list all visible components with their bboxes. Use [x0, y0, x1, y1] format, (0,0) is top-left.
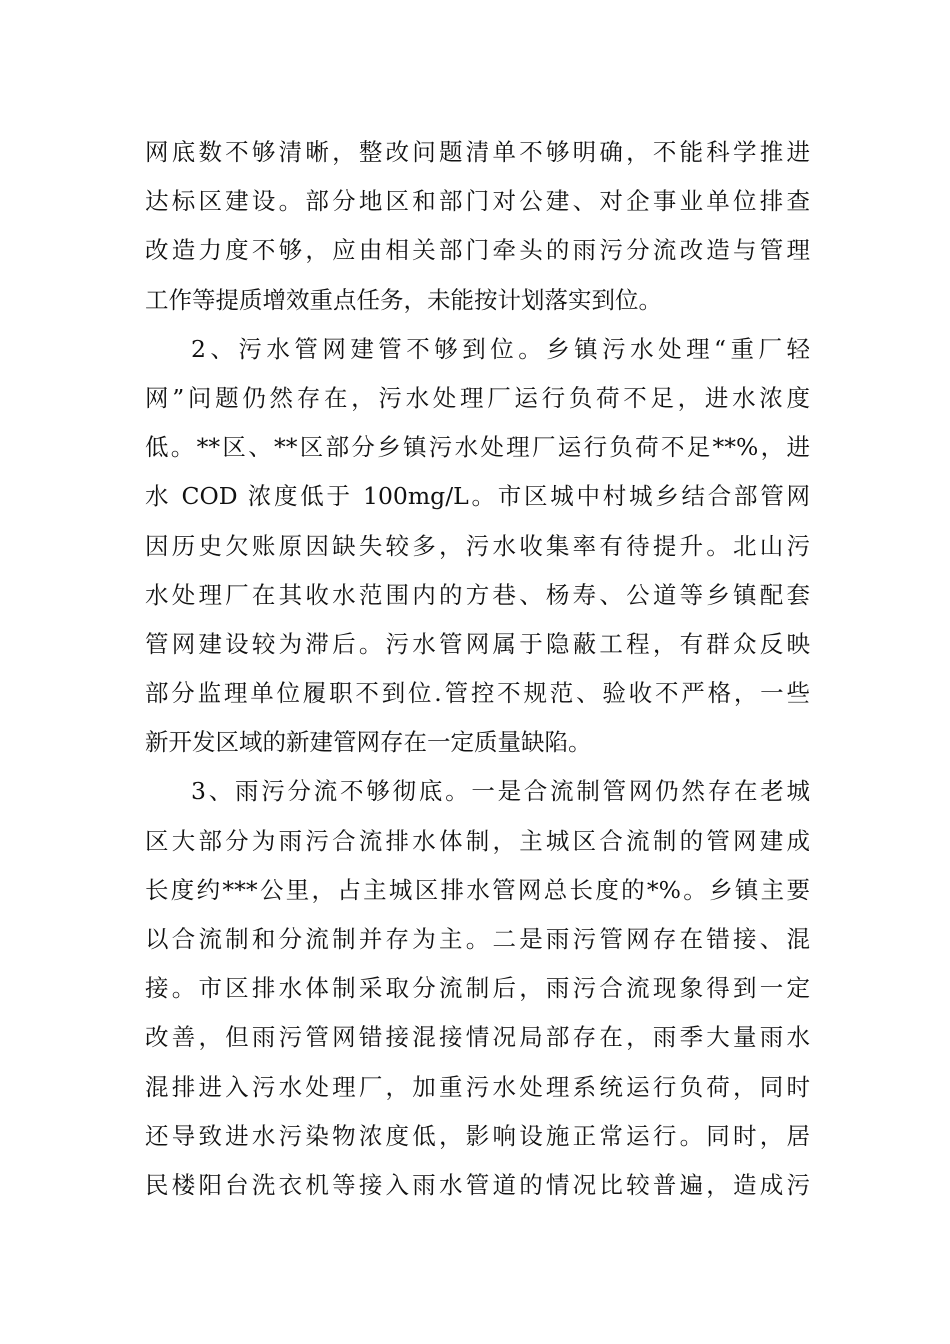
text-line: 网”问题仍然存在，污水处理厂运行负荷不足，进水浓度 [145, 383, 810, 412]
text-line: 还导致进水污染物浓度低，影响设施正常运行。同时，居 [145, 1121, 810, 1150]
text-line: 新开发区域的新建管网存在一定质量缺陷。 [145, 728, 592, 757]
text-line: 改善，但雨污管网错接混接情况局部存在，雨季大量雨水 [145, 1023, 810, 1052]
text-line: 因历史欠账原因缺失较多，污水收集率有待提升。北山污 [145, 531, 810, 560]
text-line: 管网建设较为滞后。污水管网属于隐蔽工程，有群众反映 [145, 629, 810, 658]
text-line: 水处理厂在其收水范围内的方巷、杨寿、公道等乡镇配套 [145, 580, 810, 609]
paragraph-2-start: 2、污水管网建管不够到位。乡镇污水处理“重厂轻 [191, 334, 810, 363]
text-line: 区大部分为雨污合流排水体制，主城区合流制的管网建成 [145, 826, 810, 855]
text-line: 网底数不够清晰，整改问题清单不够明确，不能科学推进 [145, 138, 810, 166]
text-line: 接。市区排水体制采取分流制后，雨污合流现象得到一定 [145, 974, 810, 1003]
text-line: 改造力度不够，应由相关部门牵头的雨污分流改造与管理 [145, 236, 810, 265]
text-line: 低。**区、**区部分乡镇污水处理厂运行负荷不足**%，进 [145, 433, 810, 462]
text-line: 达标区建设。部分地区和部门对公建、对企事业单位排查 [145, 187, 810, 216]
text-line: 长度约***公里，占主城区排水管网总长度的*%。乡镇主要 [145, 875, 810, 904]
text-line: 工作等提质增效重点任务，未能按计划落实到位。 [145, 285, 662, 314]
text-line: 部分监理单位履职不到位.管控不规范、验收不严格，一些 [145, 679, 810, 708]
text-line: 水 COD 浓度低于 100mg/L。市区城中村城乡结合部管网 [145, 482, 810, 511]
paragraph-3-start: 3、雨污分流不够彻底。一是合流制管网仍然存在老城 [191, 777, 810, 806]
body-text [145, 128, 810, 1210]
text-line: 民楼阳台洗衣机等接入雨水管道的情况比较普遍，造成污 [145, 1170, 810, 1199]
text-line: 混排进入污水处理厂，加重污水处理系统运行负荷，同时 [145, 1072, 810, 1101]
text-line: 以合流制和分流制并存为主。二是雨污管网存在错接、混 [145, 925, 810, 953]
